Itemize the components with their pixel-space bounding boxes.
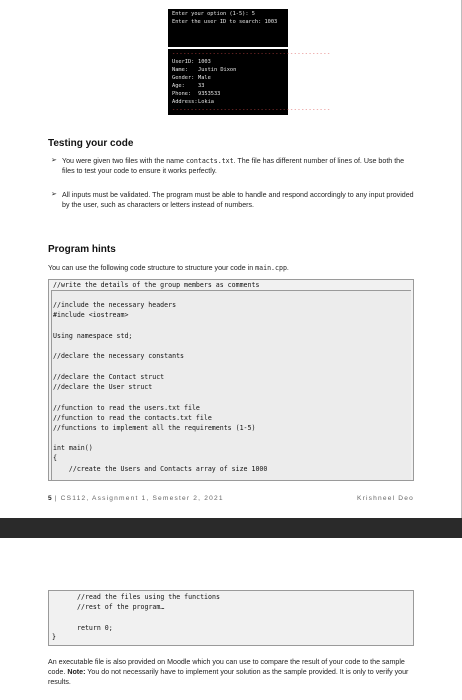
inline-code: main.cpp [255, 264, 287, 272]
field-value: Male [198, 75, 211, 81]
author-name: Krishneel Deo [356, 495, 414, 502]
terminal-user-record [168, 49, 331, 115]
bullet-text: You were given two files with the name [62, 157, 186, 165]
code-block [48, 279, 414, 481]
note-text: You do not necessarily have to implement your solution as the sample provided. It is only to verify your results. [48, 668, 409, 686]
course-info: CS112, Assignment 1, Semester 2, 2021 [60, 495, 224, 502]
bullet-text: All inputs must be validated. The program must be able to handle and respond accordingly to any input provided by the user, such as characters or letters instead of numbers. [62, 191, 414, 209]
field-value: 9353533 [198, 91, 221, 97]
code-line: Using namespace std; [53, 332, 133, 340]
field-key: Age: [172, 83, 185, 89]
terminal-line: Enter the user ID to search: 1003 [172, 19, 278, 25]
executable-note [48, 657, 420, 687]
field-key: UserID: [172, 59, 195, 65]
code-line: //write the details of the group members as comments [53, 281, 260, 289]
note-label: Note: [67, 668, 86, 676]
section-heading-testing: Testing your code [48, 138, 134, 149]
field-key: Gender: [172, 75, 195, 81]
note-text: An executable file is also provided on Moodle which you can use to compare the result of your code to the sample code. [48, 658, 405, 676]
intro-text: You can use the following code structure to structure your code in [48, 264, 256, 272]
section-heading-hints: Program hints [48, 244, 116, 255]
code-line: //functions to implement all the requirements (1-5) [53, 424, 256, 432]
code-line: //function to read the users.txt file [53, 404, 200, 412]
code-line: #include <iostream> [53, 311, 129, 319]
code-line: //include the necessary headers [53, 301, 177, 309]
page-footer: 5 | CS112, Assignment 1, Semester 2, 2021 Krishneel Deo [48, 495, 414, 502]
inline-code: contacts.txt [185, 157, 234, 165]
terminal-divider: ------------------------------------------- [172, 107, 331, 113]
bullet-item [51, 190, 414, 210]
field-value: Lokia [198, 99, 214, 105]
code-line: //declare the Contact struct [53, 373, 165, 381]
field-value: Justin Dixon [198, 67, 237, 73]
arrow-bullet-icon: ➢ [51, 157, 57, 164]
code-line: //create the Users and Contacts array of size 1000 [53, 465, 268, 473]
field-value: 1003 [198, 59, 211, 65]
code-line: int main() [53, 444, 93, 452]
intro-text: . [286, 264, 289, 272]
code-block [48, 590, 414, 646]
arrow-bullet-icon: ➢ [51, 191, 57, 198]
code-line: { [53, 454, 57, 462]
code-line: //function to read the contacts.txt file [53, 414, 212, 422]
page-number: 5 [48, 495, 52, 502]
hints-intro [48, 264, 289, 272]
field-key: Address: [172, 99, 198, 105]
terminal-input-output [168, 9, 288, 47]
terminal-line: Enter your option (1-5): 5 [172, 11, 255, 17]
field-key: Phone: [172, 91, 192, 97]
code-line: //read the files using the functions [77, 593, 220, 601]
field-key: Name: [172, 67, 188, 73]
bullet-text: . The file has different number of lines of. Use both the files to test your code to ensure it works perfectly. [62, 157, 405, 175]
terminal-divider: ------------------------------------------- [172, 51, 331, 57]
code-line: return 0; [77, 624, 113, 632]
bullet-item [51, 156, 414, 176]
code-line: //declare the User struct [53, 383, 153, 391]
field-value: 33 [198, 83, 205, 89]
code-line: //declare the necessary constants [53, 352, 185, 360]
code-closing-brace: } [52, 633, 56, 641]
code-line: //rest of the program… [77, 603, 165, 611]
